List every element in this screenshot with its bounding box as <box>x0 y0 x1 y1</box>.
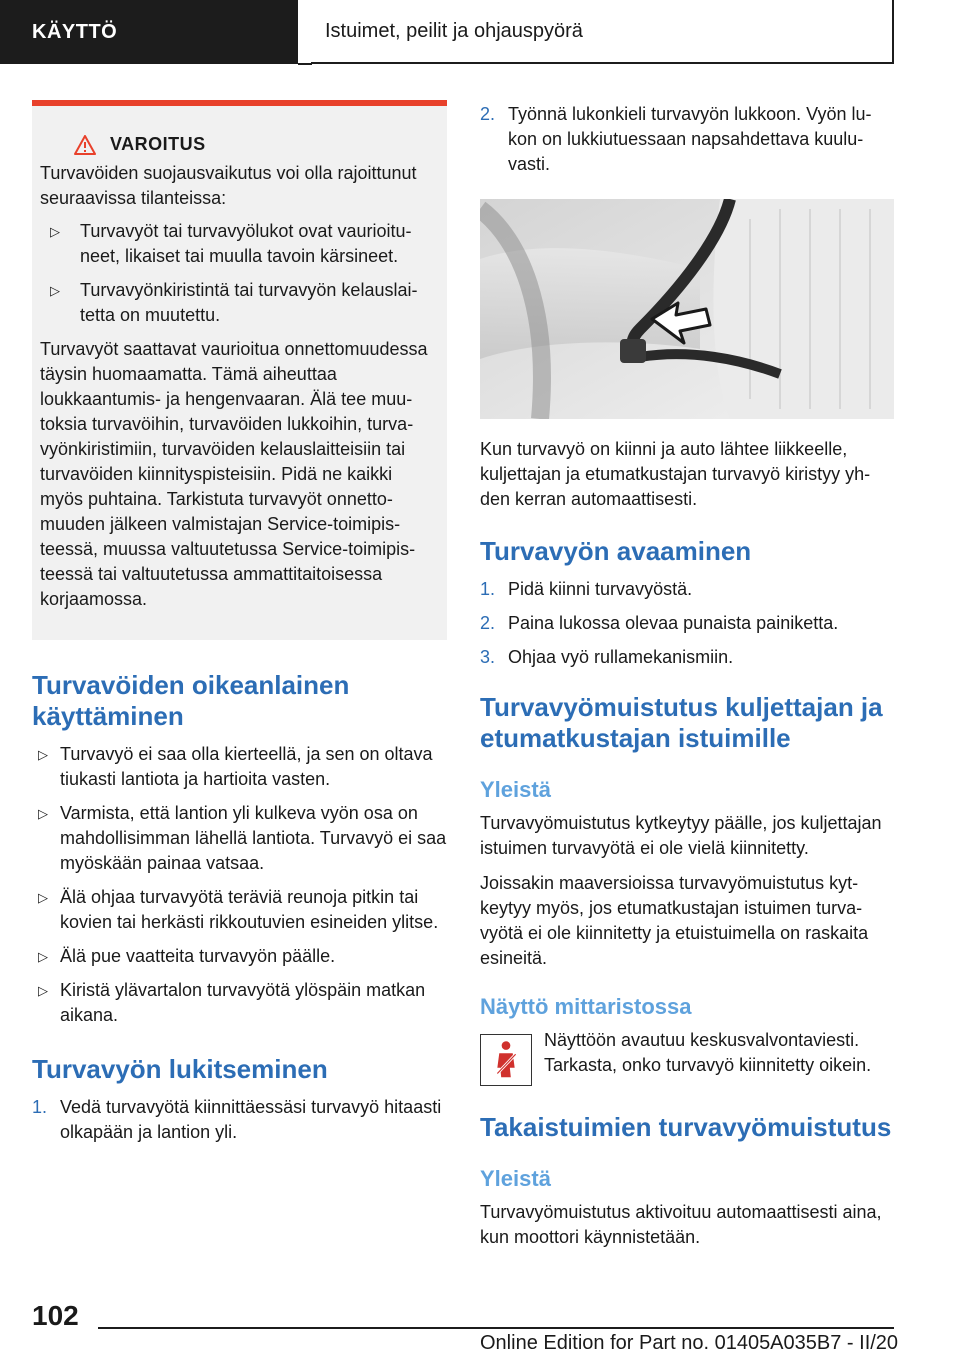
list-item: 1. Vedä turvavyötä kiinnittäessäsi turvavyö hitaasti olkapään ja lantion yli. <box>32 1095 447 1145</box>
list-item: ▷ Älä ohjaa turvavyötä teräviä reunoja pitkin tai kovien tai herkästi rikkoutuvien esineiden ylitse. <box>32 885 447 935</box>
triangle-bullet-icon: ▷ <box>38 983 48 998</box>
list-item: 3. Ohjaa vyö rullamekanismiin. <box>480 645 894 670</box>
footer-rule <box>98 1327 894 1329</box>
header-rule <box>298 63 312 65</box>
triangle-bullet-icon: ▷ <box>38 747 48 762</box>
list-item: 2. Työnnä lukonkieli turvavyön lukkoon. Vyön lukon on lukkiutuessaan napsahdettava kuuluvasti. <box>480 102 894 177</box>
warning-title <box>74 134 439 155</box>
triangle-bullet-icon: ▷ <box>38 949 48 964</box>
subheading-display: Näyttö mittaristossa <box>480 994 692 1019</box>
list-item: 1. Pidä kiinni turvavyöstä. <box>480 577 894 602</box>
triangle-bullet-icon: ▷ <box>38 806 48 821</box>
step-number: 1. <box>480 579 496 599</box>
step-number: 3. <box>480 647 496 667</box>
triangle-bullet-icon: ▷ <box>50 224 60 239</box>
warning-box <box>32 100 447 640</box>
chapter-tab <box>311 0 894 64</box>
warning-triangle-icon <box>74 135 96 155</box>
display-text: Näyttöön avautuu keskusvalvontaviesti. Tarkasta, onko turvavyö kiinnitetty oikein. <box>544 1030 872 1075</box>
reminder-front-p1: Turvavyömuistutus kytkeytyy päälle, jos kuljettajan istuimen turvavyötä ei ole vielä kiinnitetty. <box>480 813 882 858</box>
warning-list <box>40 219 439 328</box>
chapter-label: Istuimet, peilit ja ohjauspyörä <box>325 19 583 42</box>
triangle-bullet-icon: ▷ <box>38 890 48 905</box>
footer-edition: Online Edition for Part no. 01405A035B7 - II/20 <box>480 1332 899 1354</box>
seatbelt-illustration <box>480 199 894 419</box>
page-number: 102 <box>32 1300 79 1331</box>
proper-use-list <box>32 742 447 1028</box>
after-locking-text: Kun turvavyö on kiinni ja auto lähtee liikkeelle, kuljettajan ja etumatkustajan turvavyö kiristyy yhden kerran automaattisesti. <box>480 439 871 509</box>
warning-intro: Turvavöiden suojausvaikutus voi olla rajoittunut seuraavissa tilanteissa: <box>40 163 417 208</box>
list-item: ▷ Turvavyönkiristintä tai turvavyön kelauslaitetta on muutettu. <box>40 278 439 328</box>
list-item: ▷ Turvavyöt tai turvavyölukot ovat vaurioituneet, likaiset tai muulla tavoin kärsineet. <box>40 219 439 269</box>
warning-body: Turvavyöt saattavat vaurioitua onnettomuudessa täysin huomaamatta. Tämä aiheuttaa loukkaantumis- ja hengenvaaran. Älä tee muutoksia turvavöihin, turvavöiden lukkoihin, turvavyönkiristimiin, turvavöiden kelauslaitteisiin tai turvavöiden kiinnityspisteisiin. Pidä ne kaikki myös puhtaina. Tarkistuta turvavyöt onnettomuuden jälkeen valmistajan Service-toimipisteessä, muussa valtuutetussa Service-toimipisteessä tai valtuutetussa ammattitaitoisessa korjaamossa. <box>40 339 428 609</box>
list-item: ▷ Turvavyö ei saa olla kierteellä, ja sen on oltava tiukasti lantiota ja hartioita vasten. <box>32 742 447 792</box>
triangle-bullet-icon: ▷ <box>50 283 60 298</box>
list-item: ▷ Älä pue vaatteita turvavyön päälle. <box>32 944 447 969</box>
list-item: ▷ Varmista, että lantion yli kulkeva vyön osa on mahdollisimman lähellä lantiota. Turvavyö ei saa myöskään painaa vatsaa. <box>32 801 447 876</box>
right-column <box>480 102 894 1250</box>
display-row <box>480 1028 894 1086</box>
step-number: 2. <box>480 104 496 124</box>
section-heading-reminder-front: Turvavyömuistutus kuljettajan ja etumatkustajan istuimille <box>480 692 883 753</box>
reminder-rear-p1: Turvavyömuistutus aktivoituu automaattisesti aina, kun moottori käynnistetään. <box>480 1202 882 1247</box>
seatbelt-warning-icon <box>480 1034 532 1086</box>
section-tab <box>0 0 298 64</box>
left-column <box>32 100 447 1154</box>
list-item: 2. Paina lukossa olevaa punaista painiketta. <box>480 611 894 636</box>
section-label: KÄYTTÖ <box>32 20 118 43</box>
section-heading-locking: Turvavyön lukitseminen <box>32 1054 328 1084</box>
subheading-general-rear: Yleistä <box>480 1166 551 1191</box>
subheading-general: Yleistä <box>480 777 551 802</box>
seatbelt-buckle-photo <box>480 199 894 419</box>
section-heading-reminder-rear: Takaistuimien turvavyömuistutus <box>480 1112 892 1142</box>
step-number: 2. <box>480 613 496 633</box>
reminder-front-p2: Joissakin maaversioissa turvavyömuistutus kytkeytyy myös, jos etumatkustajan istuimen turvavyötä ei ole kiinnitetty ja etuistuimella on raskaita esineitä. <box>480 873 869 968</box>
section-heading-proper-use: Turvavöiden oikeanlainen käyttäminen <box>32 670 350 731</box>
warning-title-text: VAROITUS <box>110 134 206 154</box>
list-item: ▷ Kiristä ylävartalon turvavyötä ylöspäin matkan aikana. <box>32 978 447 1028</box>
step-number: 1. <box>32 1097 48 1117</box>
section-heading-opening: Turvavyön avaaminen <box>480 536 752 566</box>
